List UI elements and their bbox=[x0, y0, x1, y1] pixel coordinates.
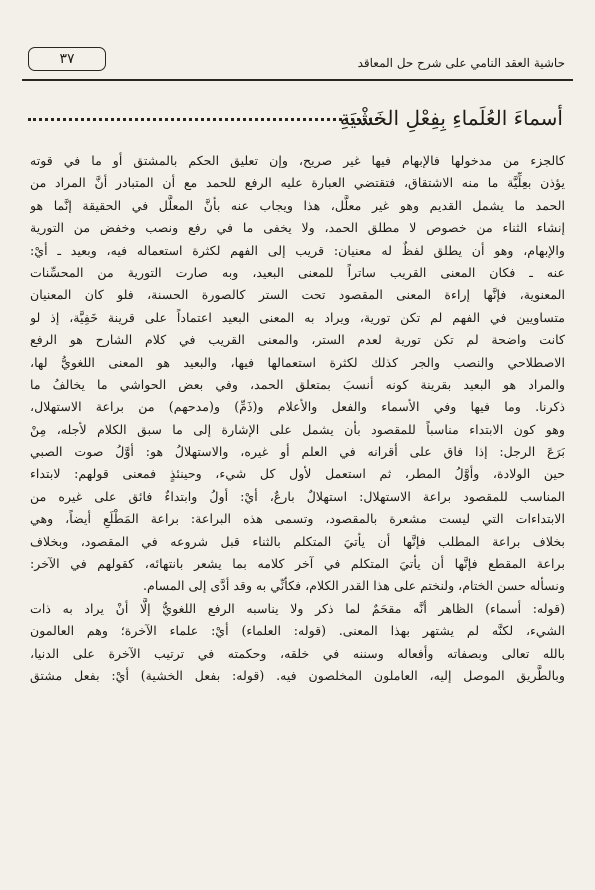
text-line: كالجزء من مدخولها فالإبهام فيها غير صريح، وإن تعليق الحكم بالمشتق أو ما في قوته bbox=[30, 153, 565, 168]
text-line: الابتداءات التي ليست مشعرة بالمقصود، وتسمى هذه البراعة: براعة المَطْلَعِ أيضاً، وهي bbox=[30, 511, 565, 527]
text-line: براعة المقطع فإنَّها أن يأتيَ المتكلم في آخر كلامه بما يشعر بانتهائه، كقولهم في الآخر: bbox=[30, 556, 565, 572]
text-line: المناسب للمقصود براعة الاستهلال: استهلالٌ بارعٌ، أيْ: أولُ وابتداءٌ فائق على غيره من bbox=[30, 488, 565, 504]
section-title-text: أسماءَ العُلَماءِ بِفِعْلِ الخَشْيَةِ bbox=[339, 106, 563, 130]
body-text bbox=[30, 150, 565, 687]
dotted-leader bbox=[28, 118, 378, 121]
text-line: الاصطلاحي والنصب والجر كذلك لكثرة استعمالها فيها، والبعيد هو المعنى اللغويُّ لها، bbox=[30, 354, 565, 370]
text-line: ونسأله حسن الختام، ولنختم على هذا القدر الكلام، فكأنِّي به وقد أدَّى إلى المسام. bbox=[143, 578, 565, 594]
text-line: كانت واضحة لم تكن تورية لعدم الستر، والمعنى القريب في كلام الشارح هو الرفع bbox=[30, 332, 565, 348]
running-header bbox=[22, 40, 573, 78]
page-number: ٣٧ bbox=[28, 47, 106, 71]
text-line: الشيء، لكنَّه لم يشتهر بهذا المعنى. (قوله: العلماء) أيْ: علماء الآخرة؛ وهم العالمون bbox=[30, 623, 565, 639]
text-line: الحمد ما يشمل القديم وهو غير معلَّل، هذا ويجاب عنه بأنَّ المعلَّل في الحقيقة إنَّما هو bbox=[30, 197, 565, 213]
text-line: المعنوية، فإنَّها إراءة المعنى المقصود تحت الستر كالصورة الحسنة، فلو كان المعنيان bbox=[30, 287, 565, 303]
text-line: والإبهام، وهو أن يطلق لفظٌ له معنيان: قريب إلى الفهم لكثرة استعماله فيه، وبعيد ـ أيْ: bbox=[30, 242, 565, 258]
text-line: والمراد هو البعيد بقرينة كونه أنسبَ بمتعلق الحمد، وفي بعض الحواشي ما يخالفُ ما bbox=[30, 376, 565, 392]
text-line: بالله تعالى وبصفاته وأفعاله وسننه في خلقه، وحكمته في ترتيب الآخرة على الدنيا، bbox=[30, 645, 565, 661]
text-line: يؤذن بعِلِّيَّة ما منه الاشتقاق، فتقتضي العبارة عليه الرفع للحمد مع أن المتبادر أنَّ المراد من bbox=[30, 175, 565, 191]
text-line: بخلاف براعة المطلب فإنَّها أن يأتيَ المتكلم بالثناء قبل شروعه في المقصود، وبخلاف bbox=[30, 533, 565, 549]
text-line: متساويين في الفهم لم تكن تورية، ويراد به المعنى البعيد اعتماداً على قرينة خَفِيَّة، إذ لو bbox=[30, 309, 565, 325]
running-title: حاشية العقد النامي على شرح حل المعاقد bbox=[357, 56, 565, 70]
text-line: (قوله: أسماء) الظاهر أنَّه مقحَمٌ لما ذكر ولا يناسبه الرفع اللغويُّ إلَّا أنْ يراد به ذات bbox=[30, 600, 565, 616]
text-line: بَرَعَ الرجل: إذا فاق على أقرانه في العلم أو غيره، والاستهلالُ هو: أوَّلُ صوت الصبي bbox=[30, 444, 565, 460]
section-title bbox=[22, 106, 573, 140]
text-line: إنشاء الثناء من خصوص لا مطلق الحمد، ولا يخفى ما في رفع ونصب وخفض من التورية bbox=[30, 220, 565, 236]
text-line: وبالطَّريق الموصل إليه، العاملون المخلصون فيه. (قوله: بفعل الخشية) أيْ: بفعل مشتق bbox=[30, 667, 565, 683]
text-line: وهو كون الابتداء مناسباً للمقصود بأن يشمل على الإشارة إلى ما سبق الكلام لأجله، مِنْ bbox=[30, 421, 565, 437]
text-line: ذكرنا. وما فيها وفي الأسماء والفعل والأعلام و(ذَمِّ) و(مدحهم) من براعة الاستهلال، bbox=[30, 399, 565, 415]
header-rule bbox=[22, 79, 573, 81]
text-line: عنه ـ فكان المعنى القريب ساتراً للمعنى البعيد، وبه صارت التورية من المحسِّنات bbox=[30, 264, 565, 280]
text-line: حين الولادة، وأوَّلُ المطر، ثم استعمل لأول كل شيء، وحينئذٍ فمعنى قولهم: لابتداء bbox=[30, 466, 565, 482]
